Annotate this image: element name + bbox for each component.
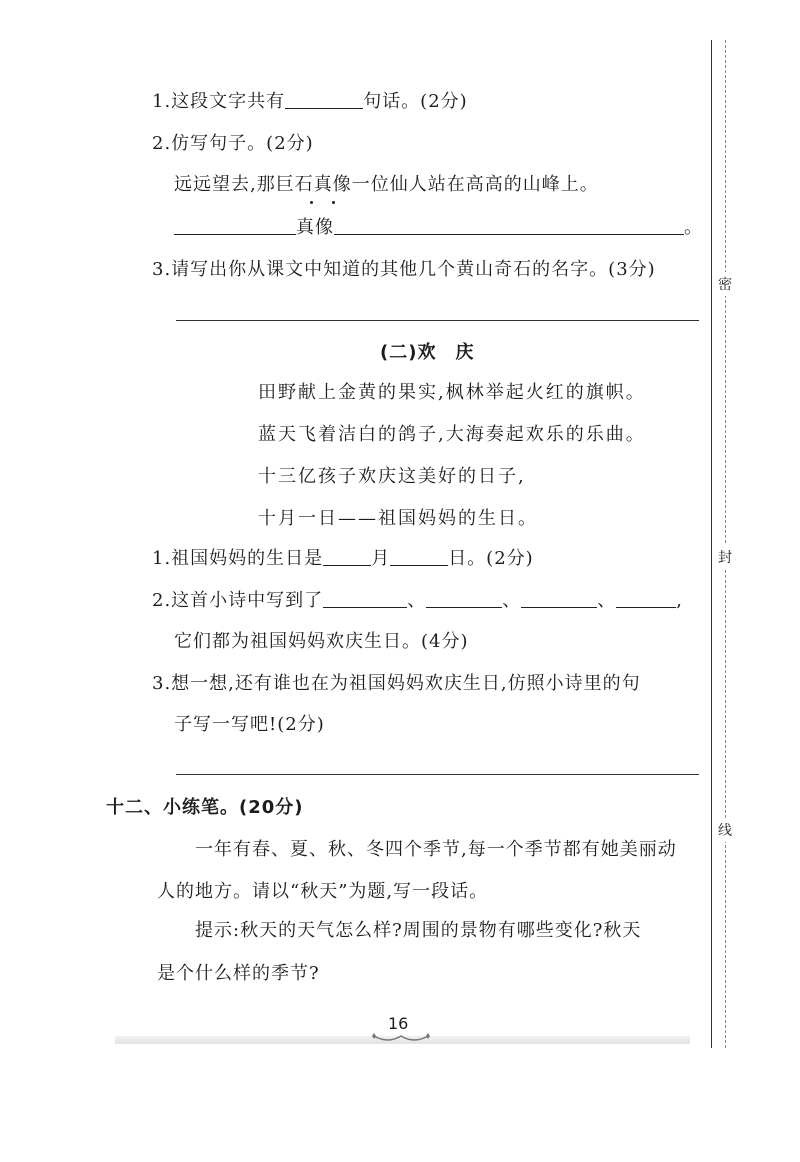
question-2-label: 2.仿写句子。(2分)	[152, 133, 314, 154]
rewrite-blank-subject[interactable]	[174, 216, 296, 235]
rewrite-blank-predicate[interactable]	[334, 216, 684, 235]
prompt-line: 人的地方。请以“秋天”为题,写一段话。	[157, 881, 489, 902]
poem-question-2-row	[152, 589, 683, 613]
question-1-suffix: 句话。(2分)	[363, 91, 468, 112]
example-sentence: 远远望去,那巨石真像一位仙人站在高高的山峰上。	[174, 174, 599, 195]
answer-blank[interactable]	[616, 589, 676, 608]
hint-line: 是个什么样的季节?	[157, 963, 320, 984]
answer-blank[interactable]	[521, 589, 597, 608]
page-number: 16	[388, 1014, 409, 1033]
poem-line: 田野献上金黄的果实,枫林举起火红的旗帜。	[258, 382, 646, 403]
poem-question-1-suffix: 日。(2分)	[448, 548, 534, 569]
question-1-row	[152, 90, 468, 114]
separator: 、	[407, 590, 427, 611]
poem-question-1-prefix: 1.祖国妈妈的生日是	[152, 548, 324, 569]
poem-line: 十月一日——祖国妈妈的生日。	[258, 508, 538, 529]
answer-line[interactable]	[176, 774, 699, 775]
poem-question-1-row	[152, 547, 534, 571]
hint-line: 提示:秋天的天气怎么样?周围的景物有哪些变化?秋天	[195, 920, 642, 941]
prompt-line: 一年有春、夏、秋、冬四个季节,每一个季节都有她美丽动	[195, 839, 677, 860]
binding-line	[711, 40, 712, 1048]
month-blank[interactable]	[323, 547, 371, 566]
poem-question-2-prefix: 2.这首小诗中写到了	[152, 590, 324, 611]
poem-question-3-line1: 3.想一想,还有谁也在为祖国妈妈欢庆生日,仿照小诗里的句	[152, 673, 641, 694]
poem-question-2-line2: 它们都为祖国妈妈欢庆生日。(4分)	[174, 631, 469, 652]
rewrite-middle-word: 真像	[296, 217, 334, 238]
poem-title: (二)欢 庆	[380, 342, 475, 363]
question-1-prefix: 1.这段文字共有	[152, 91, 286, 112]
poem-line: 蓝天飞着洁白的鸽子,大海奏起欢乐的乐曲。	[258, 424, 646, 445]
poem-line: 十三亿孩子欢庆这美好的日子,	[258, 466, 526, 487]
answer-blank[interactable]	[323, 589, 407, 608]
emphasis-dot	[310, 201, 313, 204]
rewrite-row	[174, 216, 703, 240]
emphasis-dot	[332, 201, 335, 204]
poem-question-3-line2: 子写一写吧!(2分)	[174, 714, 325, 735]
separator: 、	[502, 590, 522, 611]
cut-line	[725, 40, 726, 1048]
answer-blank[interactable]	[426, 589, 502, 608]
month-label: 月	[371, 548, 391, 569]
separator: 、	[597, 590, 617, 611]
ornament-icon	[368, 1030, 434, 1046]
end-mark: ,	[676, 590, 683, 611]
answer-blank[interactable]	[285, 90, 363, 109]
margin-label-line: 线	[718, 818, 732, 842]
question-3-label: 3.请写出你从课文中知道的其他几个黄山奇石的名字。(3分)	[152, 259, 656, 280]
day-blank[interactable]	[390, 547, 448, 566]
rewrite-end-mark: 。	[684, 217, 703, 238]
margin-label-seal: 密	[718, 272, 732, 296]
margin-label-seal: 封	[718, 545, 732, 569]
answer-line[interactable]	[176, 320, 699, 321]
section-12-heading: 十二、小练笔。(20分)	[106, 797, 304, 818]
